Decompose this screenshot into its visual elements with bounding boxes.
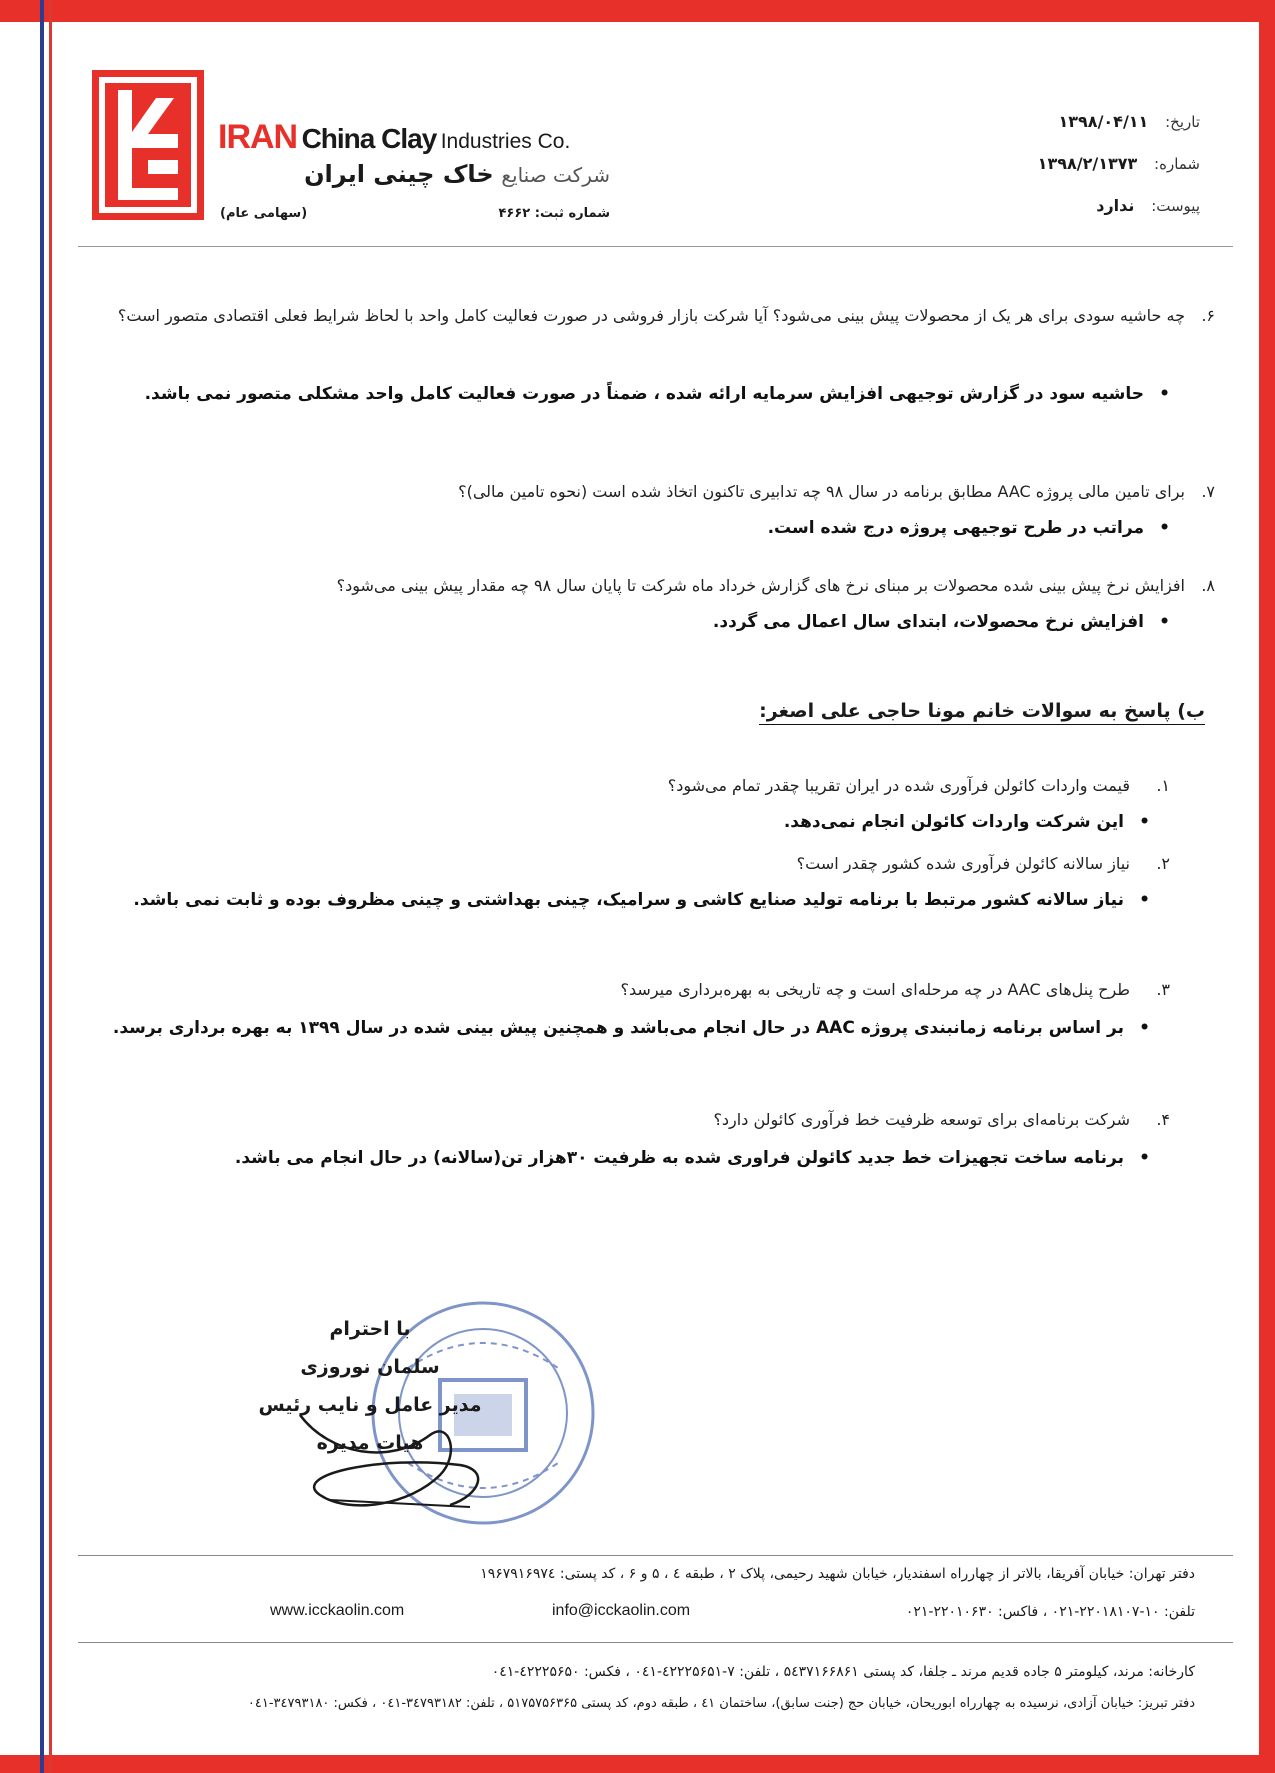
left-blue-margin-line [40,0,44,1773]
answer-b3 [110,1012,1150,1045]
email-link[interactable]: info@icckaolin.com [552,1602,691,1619]
right-red-border [1259,0,1275,1773]
bullet-icon: • [1139,890,1150,910]
question-number: ۷. [1201,482,1215,501]
number-value: ۱۳۹۸/۲/۱۳۷۳ [1037,154,1138,173]
company-name-persian [220,160,610,188]
question-number: ۳. [1156,980,1170,999]
brand-china-clay: China Clay [301,123,437,154]
question-7 [120,476,1215,508]
brand-industries: Industries Co. [440,130,571,153]
registration-number: شماره ثبت: ۴۶۶۲ [498,206,610,221]
answer-text: نیاز سالانه کشور مرتبط با برنامه تولید صنایع کاشی و سرامیک، چینی بهداشتی و چینی مظروف بوده و ثابت نمی باشد. [133,890,1124,910]
bullet-icon: • [1159,384,1170,404]
question-number: ۶. [1201,306,1215,325]
footer-divider-bottom [78,1642,1233,1643]
number-label: شماره: [1154,155,1200,173]
attachment-label: پیوست: [1151,197,1200,215]
company-name-english [218,118,618,158]
signature-title: مدیر عامل و نایب رئیس هیات مدیره [258,1394,482,1454]
website-link[interactable]: www.icckaolin.com [270,1602,405,1619]
bullet-icon: • [1139,1018,1150,1038]
attachment-row [940,196,1200,215]
question-text: چه حاشیه سودی برای هر یک از محصولات پیش بینی می‌شود؟ آیا شرکت بازار فروشی در صورت فعالیت کامل واحد با لحاظ شرایط فعلی اقتصادی متصور است؟ [117,306,1185,325]
question-6 [100,300,1215,332]
header-divider [78,246,1233,247]
answer-text: مراتب در طرح توجیهی پروژه درج شده است. [767,518,1144,538]
question-text: برای تامین مالی پروژه AAC مطابق برنامه در سال ۹۸ چه تدابیری تاکنون اتخاذ شده است (نحوه تامین مالی)؟ [458,482,1185,501]
answer-text: بر اساس برنامه زمانبندی پروژه AAC در حال انجام می‌باشد و همچنین پیش بینی شده در سال ۱۳۹۹ به بهره برداری برسد. [112,1018,1124,1038]
question-number: ۴. [1156,1110,1170,1129]
footer-divider-top [78,1555,1233,1556]
tehran-phone: تلفن: ۱۰-۲۲۰۱۸۱۰۷-۰۲۱ ، فاکس: ۲۲۰۱۰۶۳۰-۰۲۱ [905,1604,1195,1620]
question-number: ۸. [1201,576,1215,595]
question-8 [120,570,1215,602]
answer-text: این شرکت واردات کائولن انجام نمی‌دهد. [783,812,1124,832]
answer-6 [120,378,1170,411]
answer-b1 [120,806,1150,839]
company-logo-icon [92,70,204,220]
bullet-icon: • [1139,812,1150,832]
question-number: ۲. [1156,854,1170,873]
answer-7 [120,512,1170,545]
bullet-icon: • [1159,612,1170,632]
question-b1 [120,770,1170,802]
question-text: نیاز سالانه کائولن فرآوری شده کشور چقدر است؟ [796,854,1130,873]
date-row [940,112,1200,131]
top-red-border [0,0,1275,22]
question-text: قیمت واردات کائولن فرآوری شده در ایران تقریبا چقدر تمام می‌شود؟ [667,776,1130,795]
question-text: شرکت برنامه‌ای برای توسعه ظرفیت خط فرآوری کائولن دارد؟ [713,1110,1130,1129]
bottom-red-border [0,1755,1275,1773]
company-type: (سهامی عام) [220,206,308,221]
bullet-icon: • [1159,518,1170,538]
tabriz-address: دفتر تبریز: خیابان آزادی، نرسیده به چهارراه ابوریحان، خیابان حج (جنت سابق)، ساختمان ٤۱ ، طبقه دوم، کد پستی ۵۱۷۵۷۵۶۳۶۵ ، تلفن: ۳٤۷۹۳۱۸۲-۰٤۱ ، فکس: ۳٤۷۹۳۱۸۰-۰٤۱ [247,1696,1195,1711]
factory-address: کارخانه: مرند، کیلومتر ۵ جاده قدیم مرند ـ جلفا، کد پستی ۵٤۳۷۱۶۶۸۶۱ ، تلفن: ۷-٤۲۲۲۵۶۵۱-۰٤۱ ، فکس: ٤۲۲۲۵۶۵۰-۰٤۱ [491,1664,1195,1680]
question-b2 [120,848,1170,880]
date-label: تاریخ: [1165,113,1200,131]
brand-fa-prefix: شرکت صنایع [501,163,610,187]
section-b-heading [400,700,1205,722]
left-red-margin-line [49,0,52,1773]
attachment-value: ندارد [1096,196,1135,215]
signature-block [250,1310,490,1462]
question-b3 [120,974,1170,1006]
signature-name: سلمان نوروزی [300,1356,440,1378]
tehran-address: دفتر تهران: خیابان آفریقا، بالاتر از چهارراه اسفندیار، خیابان شهید رحیمی، پلاک ۲ ، طبقه ٤ ، ۵ و ۶ ، کد پستی: ۱۹۶۷۹۱۶۹۷٤ [480,1566,1195,1582]
signature-greeting: با احترام [329,1318,411,1340]
answer-text: برنامه ساخت تجهیزات خط جدید کائولن فراوری شده به ظرفیت ۳۰هزار تن(سالانه) در حال انجام می باشد. [234,1148,1124,1168]
answer-8 [120,606,1170,639]
answer-b2 [110,884,1150,917]
question-text: افزایش نرخ پیش بینی شده محصولات بر مبنای نرخ های گزارش خرداد ماه شرکت تا پایان سال ۹۸ چه مقدار پیش بینی می‌شود؟ [336,576,1185,595]
answer-text: حاشیه سود در گزارش توجیهی افزایش سرمایه ارائه شده ، ضمناً در صورت فعالیت کامل واحد مشکلی متصور نمی باشد. [144,384,1144,404]
bullet-icon: • [1139,1148,1150,1168]
brand-iran: IRAN [218,118,298,156]
question-text: طرح پنل‌های AAC در چه مرحله‌ای است و چه تاریخی به بهره‌برداری میرسد؟ [620,980,1130,999]
brand-fa-name: خاک چینی ایران [304,160,494,188]
question-number: ۱. [1156,776,1170,795]
question-b4 [120,1104,1170,1136]
date-value: ۱۳۹۸/۰۴/۱۱ [1058,112,1149,131]
number-row [940,154,1200,173]
answer-text: افزایش نرخ محصولات، ابتدای سال اعمال می گردد. [712,612,1144,632]
section-b-title: ب) پاسخ به سوالات خانم مونا حاجی علی اصغر: [759,700,1205,725]
answer-b4 [110,1142,1150,1175]
